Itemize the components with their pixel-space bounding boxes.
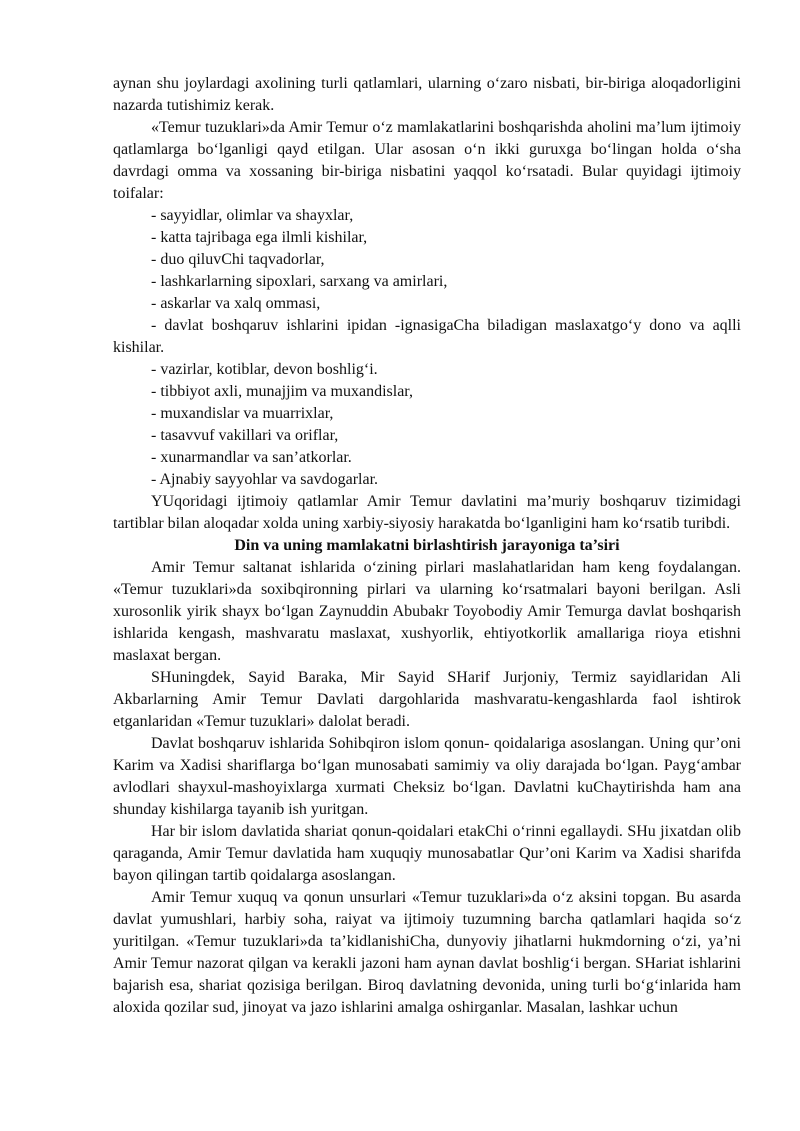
paragraph-islamic-law: Davlat boshqaruv ishlarida Sohibqiron islom qonun- qoidalariga asoslangan. Uning qur’oni Karim va Xadisi shariflarga boʻlgan munosabati samimiy va oliy darajada boʻlgan. Paygʻambar avlodlari shayxul-mashoyixlarga xurmati Cheksiz boʻlgan. Davlatni kuChaytirishda ham ana shunday kishilarga tayanib ish yuritgan. bbox=[113, 735, 741, 818]
paragraph-social-classes: «Temur tuzuklari»da Amir Temur oʻz mamlakatlarini boshqarishda aholini ma’lum ijtimoiy qatlamlarga boʻlganligi qayd etilgan. Ular asosan oʻn ikki guruxga boʻlingan holda oʻsha davrdagi omma va xossaning bir-biriga nisbatini yaqqol koʻrsatadi. Bular quyidagi ijtimoiy toifalar: bbox=[113, 119, 741, 202]
intro-paragraph: aynan shu joylardagi axolining turli qatlamlari, ularning oʻzaro nisbati, bir-biriga aloqadorligini nazarda tutishimiz kerak. bbox=[113, 75, 741, 114]
paragraph-summary: YUqoridagi ijtimoiy qatlamlar Amir Temur davlatini ma’muriy boshqaruv tizimidagi tartiblar bilan aloqadar xolda uning xarbiy-siyosiy harakatda boʻlganligini ham koʻrsatib turibdi. bbox=[113, 493, 741, 532]
list-item: - lashkarlarning sipoxlari, sarxang va amirlari, bbox=[151, 273, 448, 290]
social-classes-list bbox=[113, 205, 741, 491]
paragraph-advisers: SHuningdek, Sayid Baraka, Mir Sayid SHarif Jurjoniy, Termiz sayidlaridan Ali Akbarlarning Amir Temur Davlati dargohlarida mashvaratu-kengashlarda faol ishtirok etganlaridan «Temur tuzuklari» dalolat beradi. bbox=[113, 669, 741, 730]
section-heading: Din va uning mamlakatni birlashtirish jarayoniga ta’siri bbox=[234, 537, 620, 554]
list-item: - katta tajribaga ega ilmli kishilar, bbox=[151, 229, 368, 246]
list-item: - askarlar va xalq ommasi, bbox=[151, 295, 321, 312]
document-page bbox=[113, 73, 741, 1019]
list-item: - xunarmandlar va san’atkorlar. bbox=[151, 449, 352, 466]
list-item: - duo qiluvChi taqvadorlar, bbox=[151, 251, 325, 268]
paragraph-pirs: Amir Temur saltanat ishlarida oʻzining pirlari maslahatlaridan ham keng foydalangan. «Temur tuzuklari»da soxibqironning pirlari va ularning koʻrsatmalari bayoni berilgan. Asli xurosonlik yirik shayx boʻlgan Zaynuddin Abubakr Toyobodiy Amir Temurga davlat boshqarish ishlarida kengash, mashvaratu maslaxat, xushyorlik, ehtiyotkorlik amallariga rioya etishni maslaxat bergan. bbox=[113, 559, 741, 664]
list-item: - muxandislar va muarrixlar, bbox=[151, 405, 334, 422]
list-item: - Ajnabiy sayyohlar va savdogarlar. bbox=[151, 471, 379, 488]
list-item: - vazirlar, kotiblar, devon boshligʻi. bbox=[151, 361, 378, 378]
list-item: - davlat boshqaruv ishlarini ipidan -ignasigaCha biladigan maslaxatgoʻy dono va aqlli kishilar. bbox=[113, 317, 741, 356]
list-item: - tasavvuf vakillari va oriflar, bbox=[151, 427, 339, 444]
paragraph-law-elements: Amir Temur xuquq va qonun unsurlari «Temur tuzuklari»da oʻz aksini topgan. Bu asarda davlat yumushlari, harbiy soha, raiyat va ijtimoiy tuzumning barcha qatlamlari haqida soʻz yuritilgan. «Temur tuzuklari»da ta’kidlanishiCha, dunyoviy jihatlarni hukmdorning oʻzi, ya’ni Amir Temur nazorat qilgan va kerakli jazoni ham aynan davlat boshligʻi bergan. SHariat ishlarini bajarish esa, shariat qozisiga berilgan. Biroq davlatning devonida, uning turli boʻgʻinlarida ham aloxida qozilar sud, jinoyat va jazo ishlarini amalga oshirganlar. Masalan, lashkar uchun bbox=[113, 889, 741, 1016]
list-item: - sayyidlar, olimlar va shayxlar, bbox=[151, 207, 354, 224]
list-item: - tibbiyot axli, munajjim va muxandislar, bbox=[151, 383, 413, 400]
paragraph-sharia: Har bir islom davlatida shariat qonun-qoidalari etakChi oʻrinni egallaydi. SHu jixatdan olib qaraganda, Amir Temur davlatida ham xuquqiy munosabatlar Qur’oni Karim va Xadisi sharifda bayon qilingan tartib qoidalarga asoslangan. bbox=[113, 823, 741, 884]
